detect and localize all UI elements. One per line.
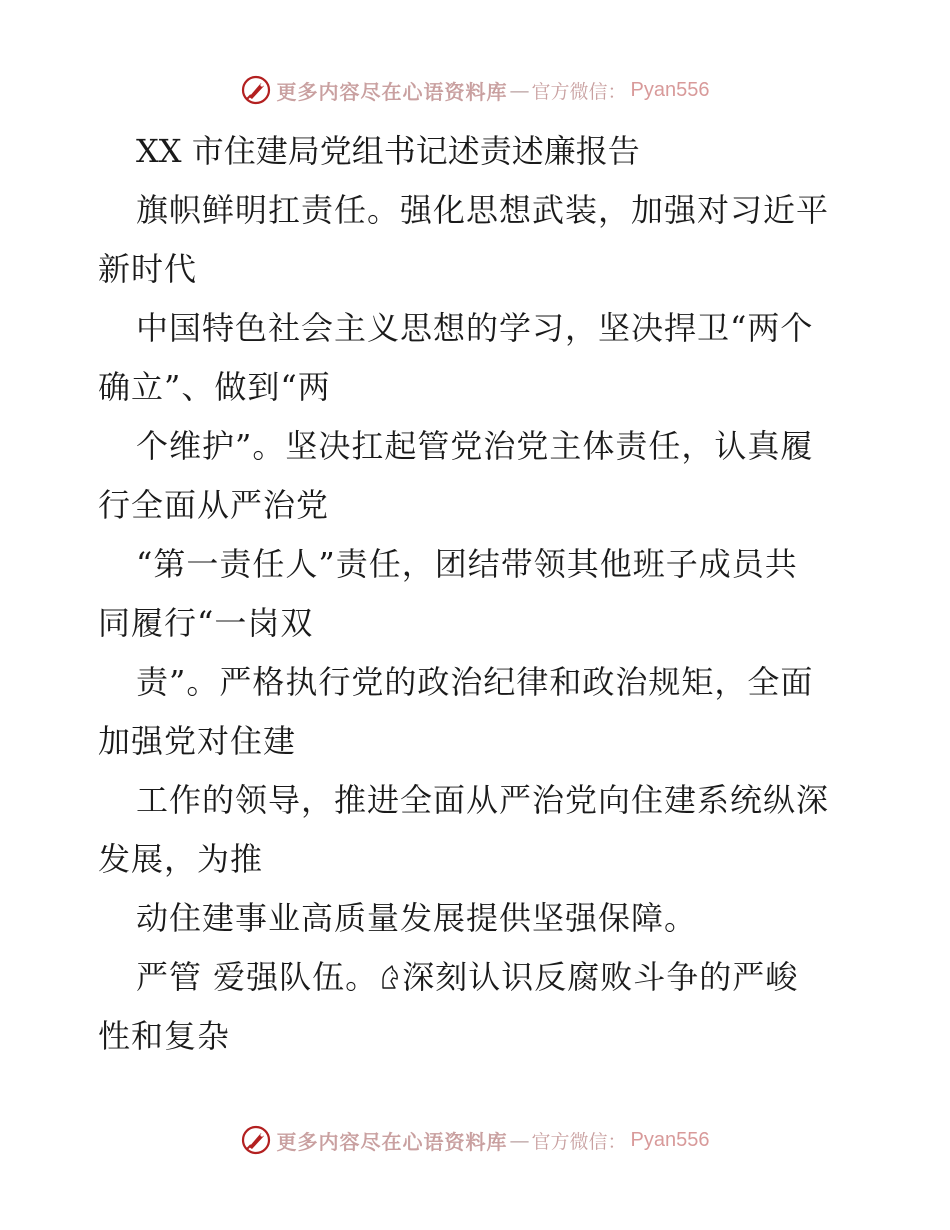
paragraph-line: 动住建事业高质量发展提供坚强保障。 [136,899,698,937]
paragraph-text-segment: 深刻认识反腐败斗争的严峻 [402,958,799,996]
paragraph-line: 新时代 [98,250,198,288]
header-watermark-banner [0,70,950,110]
paragraph-line: 责”。严格执行党的政治纪律和政治规矩，全面 [136,663,814,701]
document-body [98,122,858,1066]
banner-main-text: 更多内容尽在心语资料库 [276,1129,508,1154]
paragraph-line: 同履行“一岗双 [98,604,314,642]
paragraph-text-segment: 严管 爱强队伍。 [136,958,379,996]
paragraph-line: 性和复杂 [98,1017,231,1055]
footer-watermark-banner [0,1120,950,1160]
paragraph-line: 中国特色社会主义思想的学习，坚决捍卫“两个 [136,309,814,347]
banner-main-text: 更多内容尽在心语资料库 [276,79,508,104]
banner-wechat-id: Pyan556 [630,1128,710,1151]
paragraph-line: 个维护”。坚决扛起管党治党主体责任，认真履 [136,427,814,465]
paragraph-line: 旗帜鲜明扛责任。强化思想武装，加强对习近平 [136,191,830,229]
paragraph-line: 加强党对住建 [98,722,297,760]
paragraph-line: “第一责任人”责任，团结带领其他班子成员共 [136,545,798,583]
banner-wechat-label: 官方微信： [531,80,627,103]
horse-head-glyph-icon [379,964,401,990]
paragraph-line: 工作的领导，推进全面从严治党向住建系统纵深 [136,781,830,819]
pen-nib-logo-icon [241,1125,271,1155]
paragraph-line: 确立”、做到“两 [98,368,331,406]
banner-wechat-label: 官方微信： [531,1130,627,1153]
document-title: XX 市住建局党组书记述责述廉报告 [136,132,640,170]
banner-dash: — [509,1128,530,1152]
paragraph-line-with-glyph [98,948,858,1007]
paragraph-line: 行全面从严治党 [98,486,330,524]
banner-dash: — [509,78,530,102]
pen-nib-logo-icon [241,75,271,105]
paragraph-line: 发展，为推 [98,840,264,878]
banner-wechat-id: Pyan556 [630,78,710,101]
